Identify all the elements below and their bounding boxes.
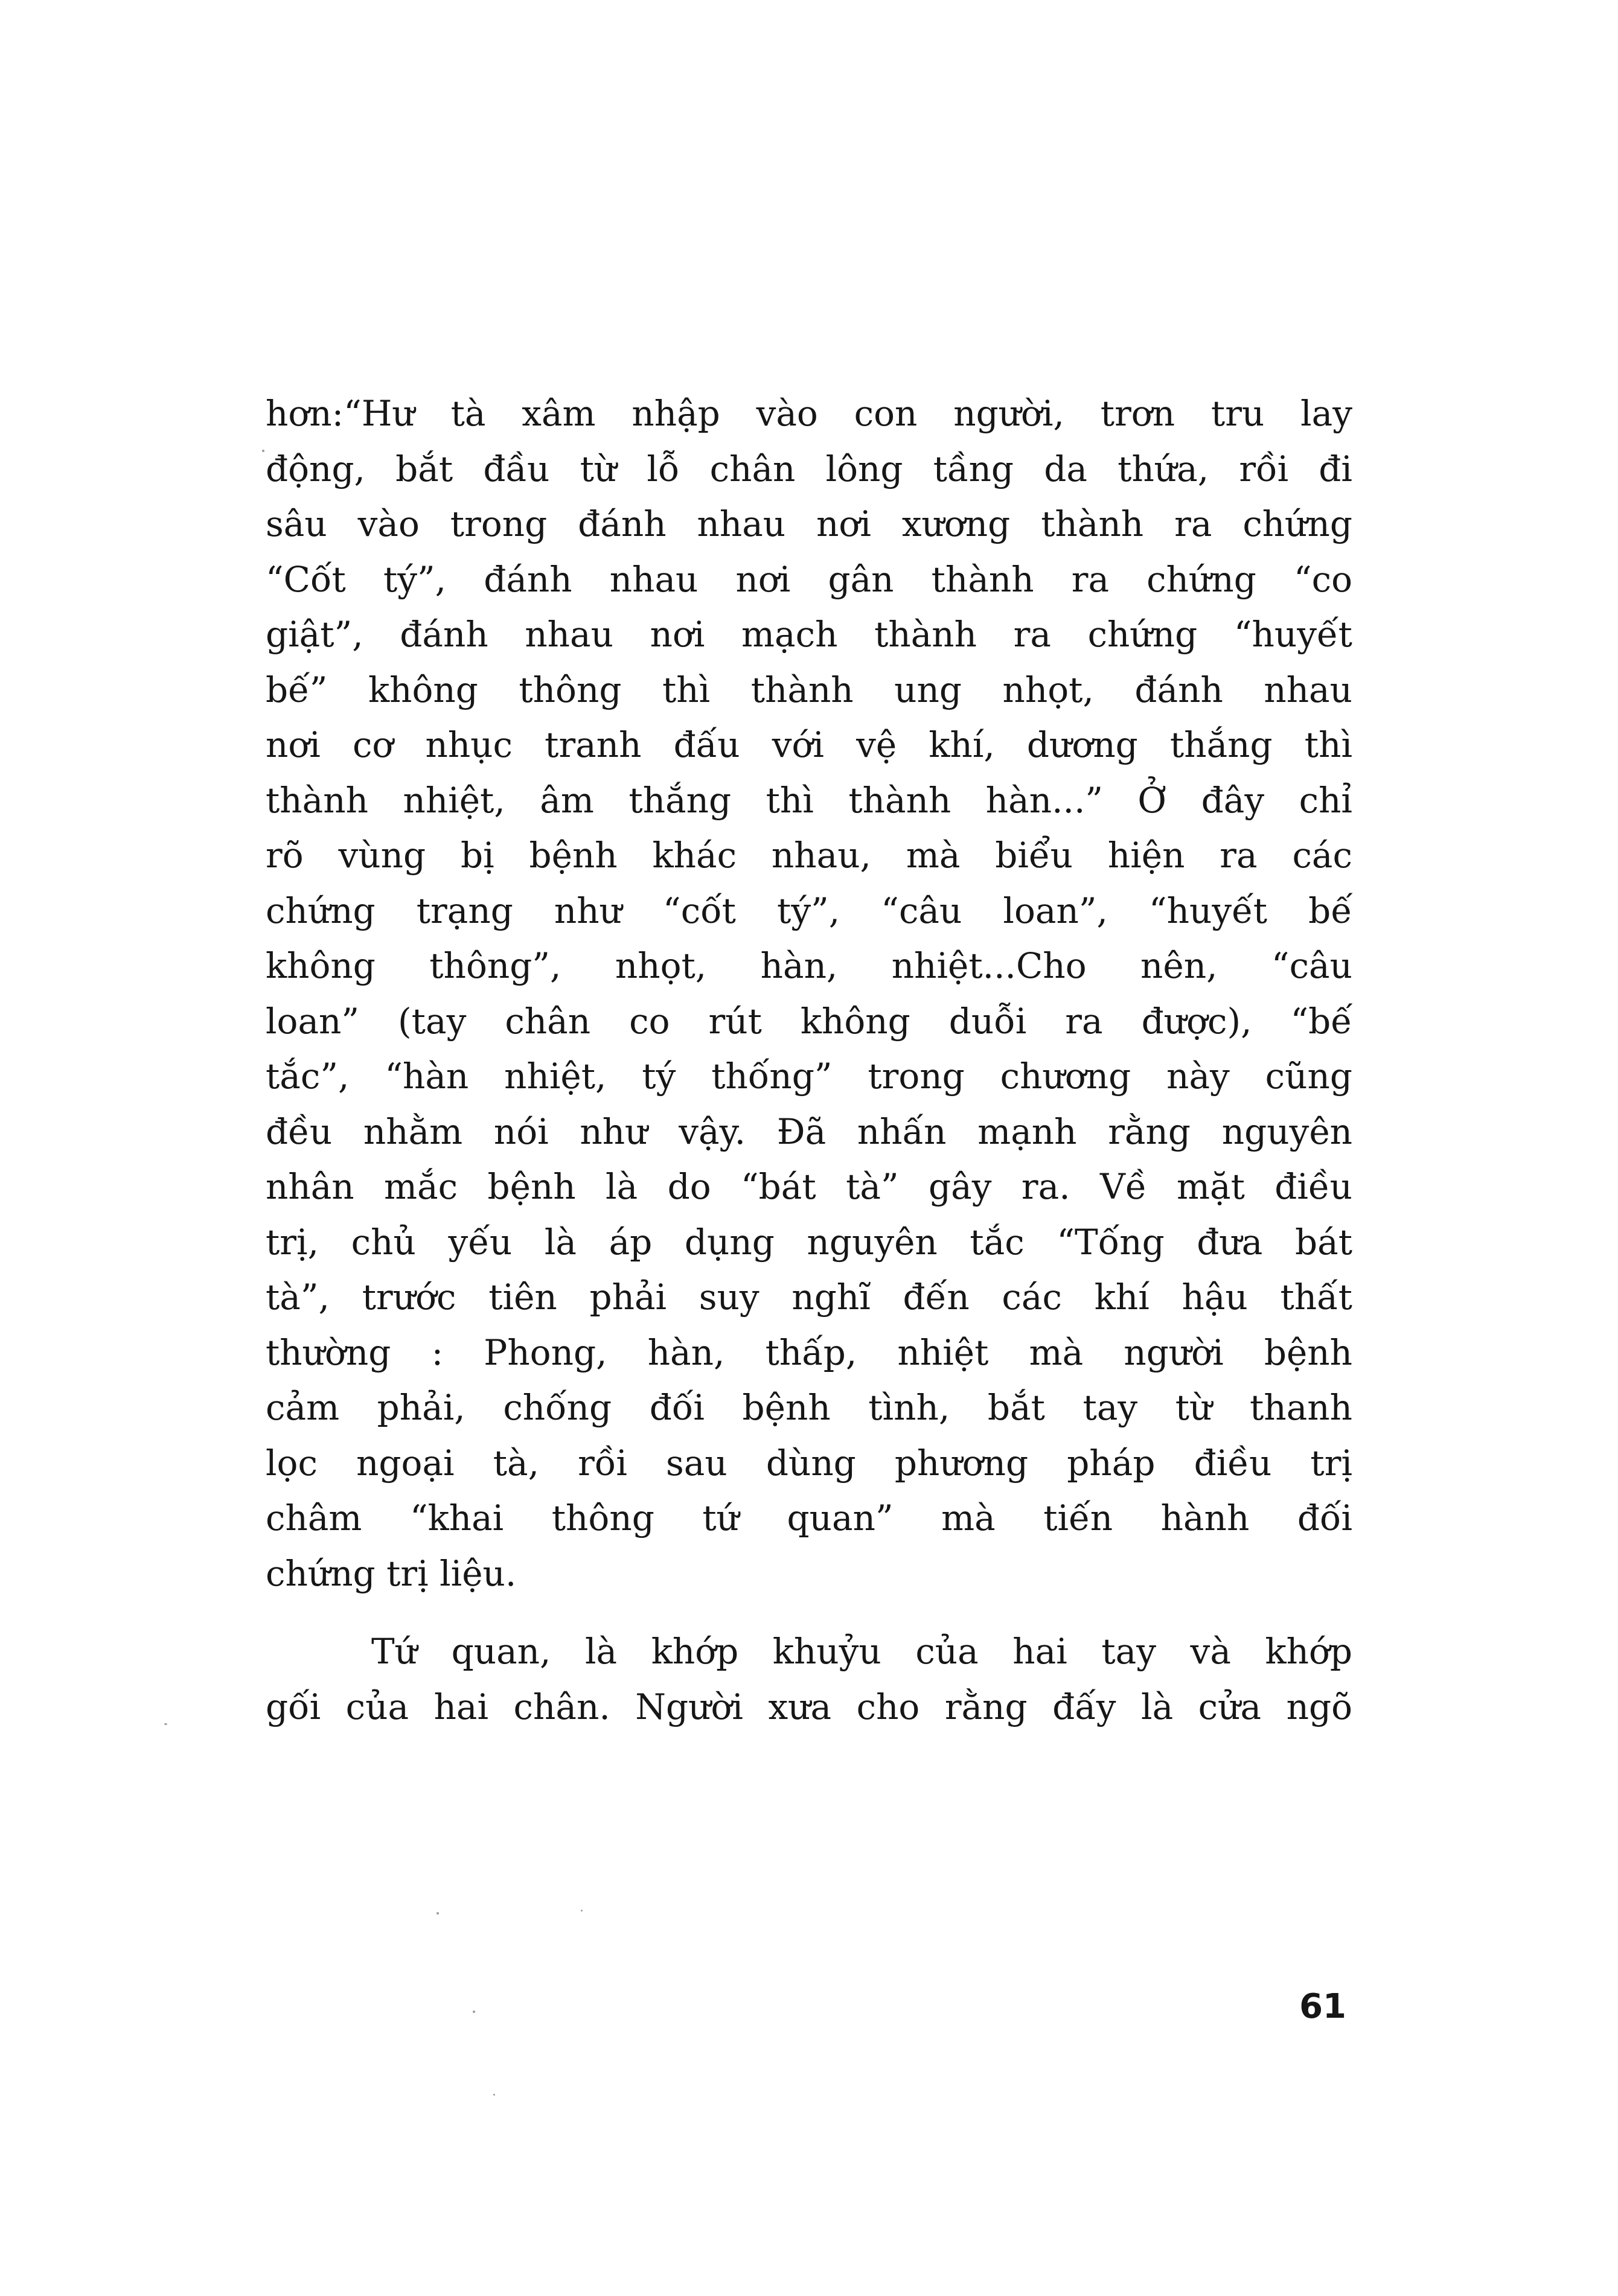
scan-speck — [473, 2011, 475, 2013]
text-line: thành nhiệt, âm thắng thì thành hàn...” Ở đây chỉ — [266, 779, 1352, 821]
text-line: Tứ quan, là khớp khuỷu của hai tay và khớp — [371, 1631, 1352, 1672]
scan-speck — [436, 1912, 439, 1915]
text-line: tắc”, “hàn nhiệt, tý thống” trong chương này cũng — [266, 1056, 1352, 1097]
text-line: hơn:“Hư tà xâm nhập vào con người, trơn tru lay — [266, 393, 1352, 434]
text-line: động, bắt đầu từ lỗ chân lông tầng da thứa, rồi đi — [266, 448, 1352, 489]
text-line: gối của hai chân. Người xưa cho rằng đấy là cửa ngõ — [266, 1686, 1352, 1727]
body-text — [266, 386, 1352, 1735]
text-line: rõ vùng bị bệnh khác nhau, mà biểu hiện ra các — [266, 835, 1352, 876]
paragraph-1 — [266, 386, 1352, 1601]
text-line: “Cốt tý”, đánh nhau nơi gân thành ra chứng “co — [266, 558, 1352, 600]
text-line: trị, chủ yếu là áp dụng nguyên tắc “Tống đưa bát — [266, 1221, 1352, 1263]
text-line: loan” (tay chân co rút không duỗi ra được), “bế — [266, 1000, 1352, 1042]
page-number: 61 — [1299, 1987, 1346, 2026]
text-line: tà”, trước tiên phải suy nghĩ đến các khí hậu thất — [266, 1277, 1352, 1318]
text-line: giật”, đánh nhau nơi mạch thành ra chứng “huyết — [266, 614, 1352, 655]
scan-speck — [164, 1723, 167, 1725]
scan-speck — [493, 2094, 495, 2096]
paragraph-2 — [266, 1624, 1352, 1735]
text-line: nơi cơ nhục tranh đấu với vệ khí, dương thắng thì — [266, 724, 1352, 765]
text-line: không thông”, nhọt, hàn, nhiệt...Cho nên, “câu — [266, 945, 1352, 986]
scan-speck — [581, 1910, 583, 1912]
text-line: thường : Phong, hàn, thấp, nhiệt mà người bệnh — [266, 1331, 1352, 1373]
text-line: chứng trị liệu. — [266, 1552, 517, 1594]
text-line: đều nhằm nói như vậy. Đã nhấn mạnh rằng nguyên — [266, 1111, 1352, 1152]
scan-speck — [262, 450, 264, 452]
text-line: bế” không thông thì thành ung nhọt, đánh nhau — [266, 669, 1352, 710]
text-line: chứng trạng như “cốt tý”, “câu loan”, “huyết bế — [266, 890, 1352, 931]
text-line: lọc ngoại tà, rồi sau dùng phương pháp điều trị — [266, 1442, 1352, 1484]
text-line: cảm phải, chống đối bệnh tình, bắt tay từ thanh — [266, 1387, 1352, 1428]
text-line: nhân mắc bệnh là do “bát tà” gây ra. Về mặt điều — [266, 1166, 1352, 1207]
text-line: sâu vào trong đánh nhau nơi xương thành ra chứng — [266, 503, 1352, 544]
text-line: châm “khai thông tứ quan” mà tiến hành đối — [266, 1497, 1352, 1539]
